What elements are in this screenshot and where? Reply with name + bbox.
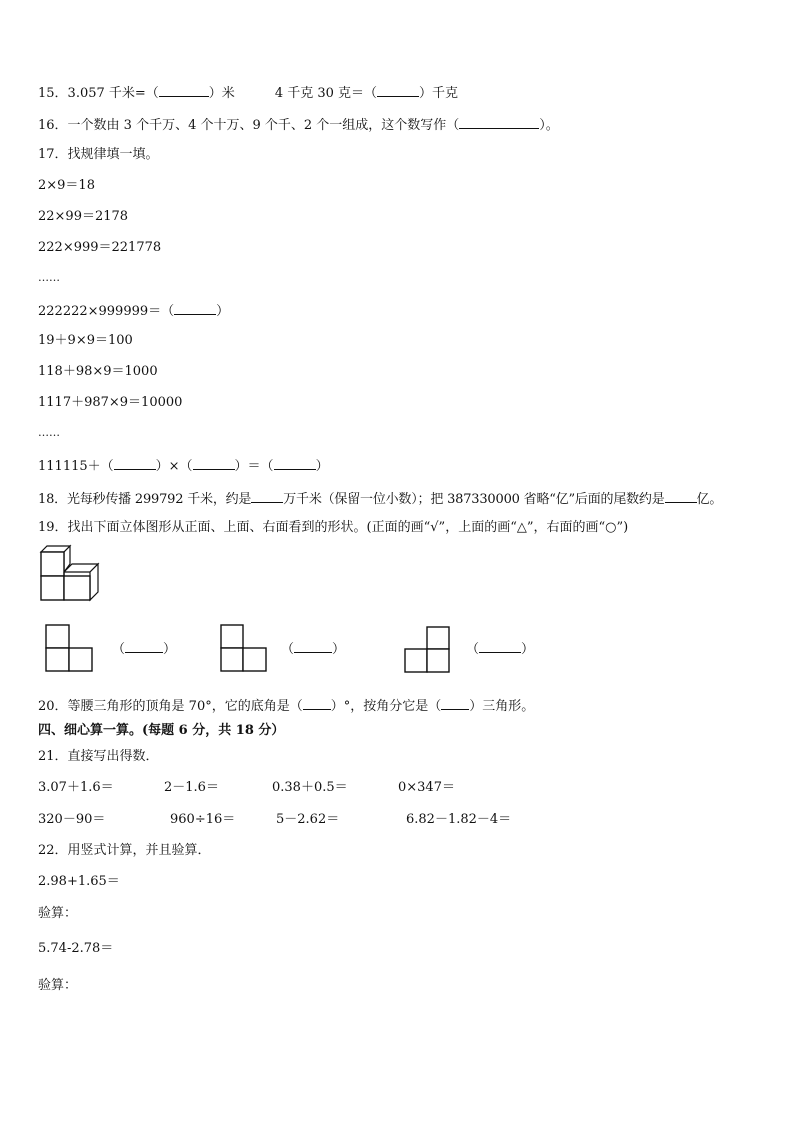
answer-blank[interactable] (159, 84, 209, 97)
calc-item: 2－1.6＝ (164, 780, 219, 795)
answer-paren-1[interactable] (112, 640, 176, 658)
paren-close: ） (521, 642, 535, 657)
calc-item: 0×347＝ (398, 780, 455, 795)
ellipsis: …… (38, 271, 60, 284)
q15-text-a: 15．3.057 千米=（ (38, 86, 159, 101)
answer-blank[interactable] (479, 640, 521, 653)
view-shape-3 (404, 626, 454, 676)
pattern-question (38, 302, 229, 320)
q15-text-d: ）千克 (419, 86, 459, 101)
answer-blank[interactable] (377, 84, 419, 97)
section-heading: 四、细心算一算。(每题 6 分，共 18 分） (38, 723, 285, 738)
pattern-question (38, 457, 329, 475)
question-21-title: 21．直接写出得数． (38, 749, 159, 764)
calc-item: 960÷16＝ (170, 812, 236, 827)
paren-close: ） (332, 642, 346, 657)
question-22-title: 22．用竖式计算，并且验算． (38, 843, 211, 858)
check-label: 验算： (38, 906, 78, 921)
vertical-calc-item: 2.98+1.65＝ (38, 874, 120, 889)
calc-item: 0.38＋0.5＝ (272, 780, 348, 795)
q17-text: ）＝（ (234, 459, 274, 474)
answer-paren-2[interactable] (281, 640, 345, 658)
answer-blank[interactable] (459, 116, 539, 129)
pattern-line: 22×99＝2178 (38, 209, 129, 224)
q18-text-b: 万千米（保留一位小数）；把 387330000 省略“亿”后面的尾数约是 (283, 492, 665, 507)
answer-blank[interactable] (294, 640, 332, 653)
paren-open: （ (466, 642, 480, 657)
pattern-line: 2×9＝18 (38, 178, 95, 193)
answer-blank[interactable] (441, 697, 469, 710)
q17-text: ）×（ (155, 459, 193, 474)
ellipsis: …… (38, 426, 60, 439)
q20-text-b: ）°，按角分它是（ (330, 699, 442, 714)
q17-text: ） (315, 459, 329, 474)
question-18 (38, 490, 722, 508)
q20-text-c: ）三角形。 (469, 699, 535, 714)
q15-text-c: 4 千克 30 克＝（ (274, 86, 378, 101)
calc-item: 6.82－1.82－4＝ (406, 812, 512, 827)
view-shape-1 (45, 624, 95, 674)
q16-text-a: 16．一个数由 3 个千万、4 个十万、9 个千、2 个一组成，这个数写作（ (38, 118, 460, 133)
paren-close: ） (163, 642, 177, 657)
pattern-line: 222×999＝221778 (38, 240, 162, 255)
answer-blank[interactable] (174, 302, 216, 315)
answer-blank[interactable] (303, 697, 331, 710)
q17-text: 111115＋（ (38, 459, 114, 474)
q17-text: ） (216, 304, 230, 319)
question-19: 19．找出下面立体图形从正面、上面、右面看到的形状。(正面的画“√”，上面的画“△”，右面的画“○”) (38, 520, 629, 535)
q15-text-b: ）米 (208, 86, 235, 101)
q16-text-b: ）。 (539, 118, 559, 133)
q17-text: 222222×999999＝（ (38, 304, 175, 319)
calc-item: 320－90＝ (38, 812, 106, 827)
question-16 (38, 116, 559, 134)
paren-open: （ (281, 642, 295, 657)
q18-text-c: 亿。 (696, 492, 723, 507)
answer-blank[interactable] (251, 490, 283, 503)
paren-open: （ (112, 642, 126, 657)
question-20 (38, 697, 534, 715)
pattern-line: 118＋98×9＝1000 (38, 364, 158, 379)
calc-item: 5－2.62＝ (276, 812, 340, 827)
check-label: 验算： (38, 978, 78, 993)
q20-text-a: 20．等腰三角形的顶角是 70°，它的底角是（ (38, 699, 303, 714)
answer-blank[interactable] (274, 457, 316, 470)
view-shape-2 (220, 624, 270, 674)
pattern-line: 19＋9×9＝100 (38, 333, 133, 348)
vertical-calc-item: 5.74-2.78＝ (38, 941, 114, 956)
question-17-title: 17．找规律填一填。 (38, 147, 159, 162)
pattern-line: 1117＋987×9＝10000 (38, 395, 183, 410)
answer-blank[interactable] (125, 640, 163, 653)
solid-figure-diagram (38, 546, 108, 606)
calc-item: 3.07＋1.6＝ (38, 780, 114, 795)
q18-text-a: 18．光每秒传播 299792 千米，约是 (38, 492, 252, 507)
answer-blank[interactable] (193, 457, 235, 470)
answer-blank[interactable] (114, 457, 156, 470)
answer-paren-3[interactable] (466, 640, 534, 658)
answer-blank[interactable] (665, 490, 697, 503)
question-15 (38, 84, 458, 102)
